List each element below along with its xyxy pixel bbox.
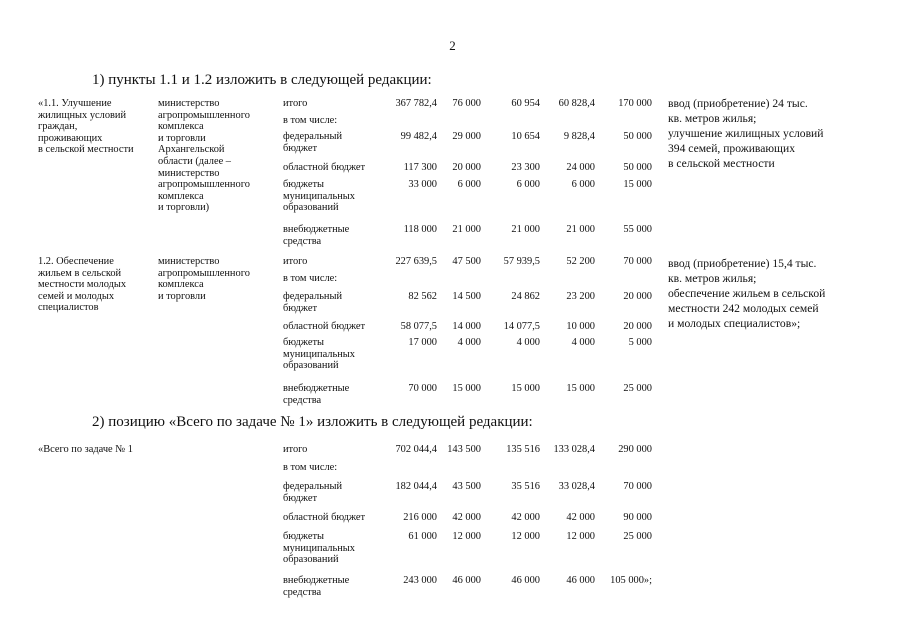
funding-source-label: средства bbox=[283, 235, 322, 247]
executor-name: и торговли bbox=[158, 290, 206, 302]
funding-source-label: внебюджетные bbox=[283, 575, 350, 586]
funding-source-label: областной бюджет bbox=[283, 162, 366, 173]
funding-value: 367 782,4 bbox=[395, 98, 437, 109]
funding-value: 243 000 bbox=[403, 575, 437, 586]
funding-source-label: образований bbox=[283, 360, 339, 372]
funding-value: 58 077,5 bbox=[400, 321, 437, 332]
funding-value: 17 000 bbox=[408, 337, 437, 348]
funding-source-label: итого bbox=[283, 256, 308, 267]
executor-name: агропромышленного bbox=[158, 179, 250, 191]
funding-value: 42 000 bbox=[511, 512, 540, 523]
executor-name: агропромышленного bbox=[158, 109, 250, 121]
item-name: граждан, bbox=[38, 121, 78, 133]
executor-name: комплекса bbox=[158, 279, 204, 291]
item-name: 1.2. Обеспечение bbox=[38, 256, 114, 267]
item-name: «1.1. Улучшение bbox=[38, 98, 112, 109]
funding-value: 47 500 bbox=[452, 256, 481, 267]
funding-source-label: бюджеты bbox=[283, 531, 324, 542]
expected-result: 394 семей, проживающих bbox=[668, 142, 795, 155]
funding-value: 290 000 bbox=[618, 444, 652, 455]
funding-value: 5 000 bbox=[628, 337, 652, 348]
item-name: жильем в сельской bbox=[38, 267, 122, 279]
item-name: семей и молодых bbox=[38, 290, 115, 302]
expected-result: улучшение жилищных условий bbox=[668, 127, 824, 140]
funding-value: 21 000 bbox=[511, 224, 540, 235]
item-name: жилищных условий bbox=[38, 109, 127, 121]
funding-value: 20 000 bbox=[452, 162, 481, 173]
funding-value: 14 000 bbox=[452, 321, 481, 332]
funding-value: 46 000 bbox=[452, 575, 481, 586]
funding-value: 10 000 bbox=[566, 321, 595, 332]
funding-source-label: муниципальных bbox=[283, 190, 355, 202]
funding-source-label: бюджеты bbox=[283, 337, 324, 348]
funding-value: 33 028,4 bbox=[558, 481, 595, 492]
funding-value: 12 000 bbox=[452, 531, 481, 542]
executor-name: и торговли) bbox=[158, 202, 210, 214]
funding-value: 14 077,5 bbox=[503, 321, 540, 332]
executor-name: комплекса bbox=[158, 190, 204, 202]
funding-value: 14 500 bbox=[452, 291, 481, 302]
funding-value: 4 000 bbox=[516, 337, 540, 348]
funding-source-label: внебюджетные bbox=[283, 383, 350, 394]
funding-value: 170 000 bbox=[618, 98, 652, 109]
funding-value: 50 000 bbox=[623, 162, 652, 173]
executor-name: комплекса bbox=[158, 121, 204, 133]
funding-value: 60 954 bbox=[511, 98, 540, 109]
funding-value: 20 000 bbox=[623, 321, 652, 332]
funding-value: 12 000 bbox=[566, 531, 595, 542]
funding-value: 35 516 bbox=[511, 481, 540, 492]
funding-value: 61 000 bbox=[408, 531, 437, 542]
funding-source-label: образований bbox=[283, 554, 339, 566]
funding-source-label: итого bbox=[283, 98, 308, 109]
funding-value: 118 000 bbox=[403, 224, 437, 235]
item-name: в сельской местности bbox=[38, 144, 134, 156]
funding-source-label: образований bbox=[283, 202, 339, 214]
funding-value: 23 200 bbox=[566, 291, 595, 302]
funding-source-label: средства bbox=[283, 394, 322, 406]
expected-result: ввод (приобретение) 15,4 тыс. bbox=[668, 257, 817, 270]
funding-value: 15 000 bbox=[511, 383, 540, 394]
funding-value: 99 482,4 bbox=[400, 131, 437, 142]
funding-value: 90 000 bbox=[623, 512, 652, 523]
funding-value: 4 000 bbox=[571, 337, 595, 348]
funding-value: 15 000 bbox=[452, 383, 481, 394]
funding-source-label: федеральный bbox=[283, 131, 343, 142]
funding-value: 33 000 bbox=[408, 179, 437, 190]
funding-source-label: муниципальных bbox=[283, 348, 355, 360]
funding-value: 82 562 bbox=[408, 291, 437, 302]
item-name: специалистов bbox=[38, 302, 99, 314]
funding-value: 135 516 bbox=[506, 444, 540, 455]
item-name: проживающих bbox=[38, 132, 103, 144]
funding-value: 57 939,5 bbox=[503, 256, 540, 267]
funding-value: 15 000 bbox=[623, 179, 652, 190]
expected-result: и молодых специалистов»; bbox=[668, 317, 801, 330]
funding-value: 105 000»; bbox=[610, 575, 652, 586]
funding-value: 24 000 bbox=[566, 162, 595, 173]
executor-name: министерство bbox=[158, 98, 220, 109]
funding-value: 12 000 bbox=[511, 531, 540, 542]
funding-value: 43 500 bbox=[452, 481, 481, 492]
funding-value: 216 000 bbox=[403, 512, 437, 523]
funding-value: 46 000 bbox=[511, 575, 540, 586]
executor-name: агропромышленного bbox=[158, 267, 250, 279]
funding-source-label: муниципальных bbox=[283, 542, 355, 554]
funding-source-label: бюджет bbox=[283, 492, 318, 504]
funding-value: 20 000 bbox=[623, 291, 652, 302]
funding-value: 29 000 bbox=[452, 131, 481, 142]
executor-name: и торговли bbox=[158, 132, 206, 144]
funding-source-label: в том числе: bbox=[283, 273, 338, 284]
funding-value: 9 828,4 bbox=[563, 131, 595, 142]
funding-value: 117 300 bbox=[403, 162, 437, 173]
funding-value: 70 000 bbox=[408, 383, 437, 394]
expected-result: ввод (приобретение) 24 тыс. bbox=[668, 97, 808, 110]
funding-source-label: средства bbox=[283, 586, 322, 598]
item-name: местности молодых bbox=[38, 279, 127, 291]
funding-source-label: итого bbox=[283, 444, 308, 455]
funding-value: 4 000 bbox=[457, 337, 481, 348]
executor-name: министерство bbox=[158, 167, 220, 179]
funding-value: 25 000 bbox=[623, 383, 652, 394]
executor-name: министерство bbox=[158, 256, 220, 267]
funding-value: 60 828,4 bbox=[558, 98, 595, 109]
section-2-heading: 2) позицию «Всего по задаче № 1» изложить в следующей редакции: bbox=[92, 414, 533, 430]
funding-value: 70 000 bbox=[623, 481, 652, 492]
funding-value: 182 044,4 bbox=[395, 481, 437, 492]
funding-value: 42 000 bbox=[452, 512, 481, 523]
funding-value: 76 000 bbox=[452, 98, 481, 109]
funding-value: 50 000 bbox=[623, 131, 652, 142]
funding-source-label: областной бюджет bbox=[283, 512, 366, 523]
funding-value: 6 000 bbox=[571, 179, 595, 190]
funding-value: 6 000 bbox=[457, 179, 481, 190]
total-label: «Всего по задаче № 1 bbox=[38, 444, 133, 455]
funding-value: 143 500 bbox=[447, 444, 481, 455]
funding-source-label: в том числе: bbox=[283, 115, 338, 126]
funding-value: 10 654 bbox=[511, 131, 540, 142]
page-number: 2 bbox=[449, 38, 456, 53]
expected-result: в сельской местности bbox=[668, 157, 775, 170]
funding-value: 21 000 bbox=[452, 224, 481, 235]
expected-result: обеспечение жильем в сельской bbox=[668, 287, 826, 300]
funding-source-label: внебюджетные bbox=[283, 224, 350, 235]
funding-source-label: бюджеты bbox=[283, 179, 324, 190]
expected-result: местности 242 молодых семей bbox=[668, 302, 819, 315]
funding-value: 23 300 bbox=[511, 162, 540, 173]
executor-name: Архангельской bbox=[158, 144, 225, 156]
funding-source-label: федеральный bbox=[283, 481, 343, 492]
funding-value: 70 000 bbox=[623, 256, 652, 267]
section-1-heading: 1) пункты 1.1 и 1.2 изложить в следующей редакции: bbox=[92, 72, 432, 88]
funding-source-label: бюджет bbox=[283, 142, 318, 154]
funding-value: 21 000 bbox=[566, 224, 595, 235]
executor-name: области (далее – bbox=[158, 156, 231, 167]
funding-value: 24 862 bbox=[511, 291, 540, 302]
funding-value: 46 000 bbox=[566, 575, 595, 586]
funding-source-label: областной бюджет bbox=[283, 321, 366, 332]
funding-value: 25 000 bbox=[623, 531, 652, 542]
expected-result: кв. метров жилья; bbox=[668, 112, 757, 125]
funding-value: 6 000 bbox=[516, 179, 540, 190]
funding-value: 227 639,5 bbox=[395, 256, 437, 267]
funding-source-label: бюджет bbox=[283, 302, 318, 314]
funding-source-label: в том числе: bbox=[283, 462, 338, 473]
funding-value: 133 028,4 bbox=[553, 444, 595, 455]
funding-value: 55 000 bbox=[623, 224, 652, 235]
funding-value: 52 200 bbox=[566, 256, 595, 267]
funding-value: 702 044,4 bbox=[395, 444, 437, 455]
funding-value: 42 000 bbox=[566, 512, 595, 523]
funding-value: 15 000 bbox=[566, 383, 595, 394]
expected-result: кв. метров жилья; bbox=[668, 272, 757, 285]
funding-source-label: федеральный bbox=[283, 291, 343, 302]
